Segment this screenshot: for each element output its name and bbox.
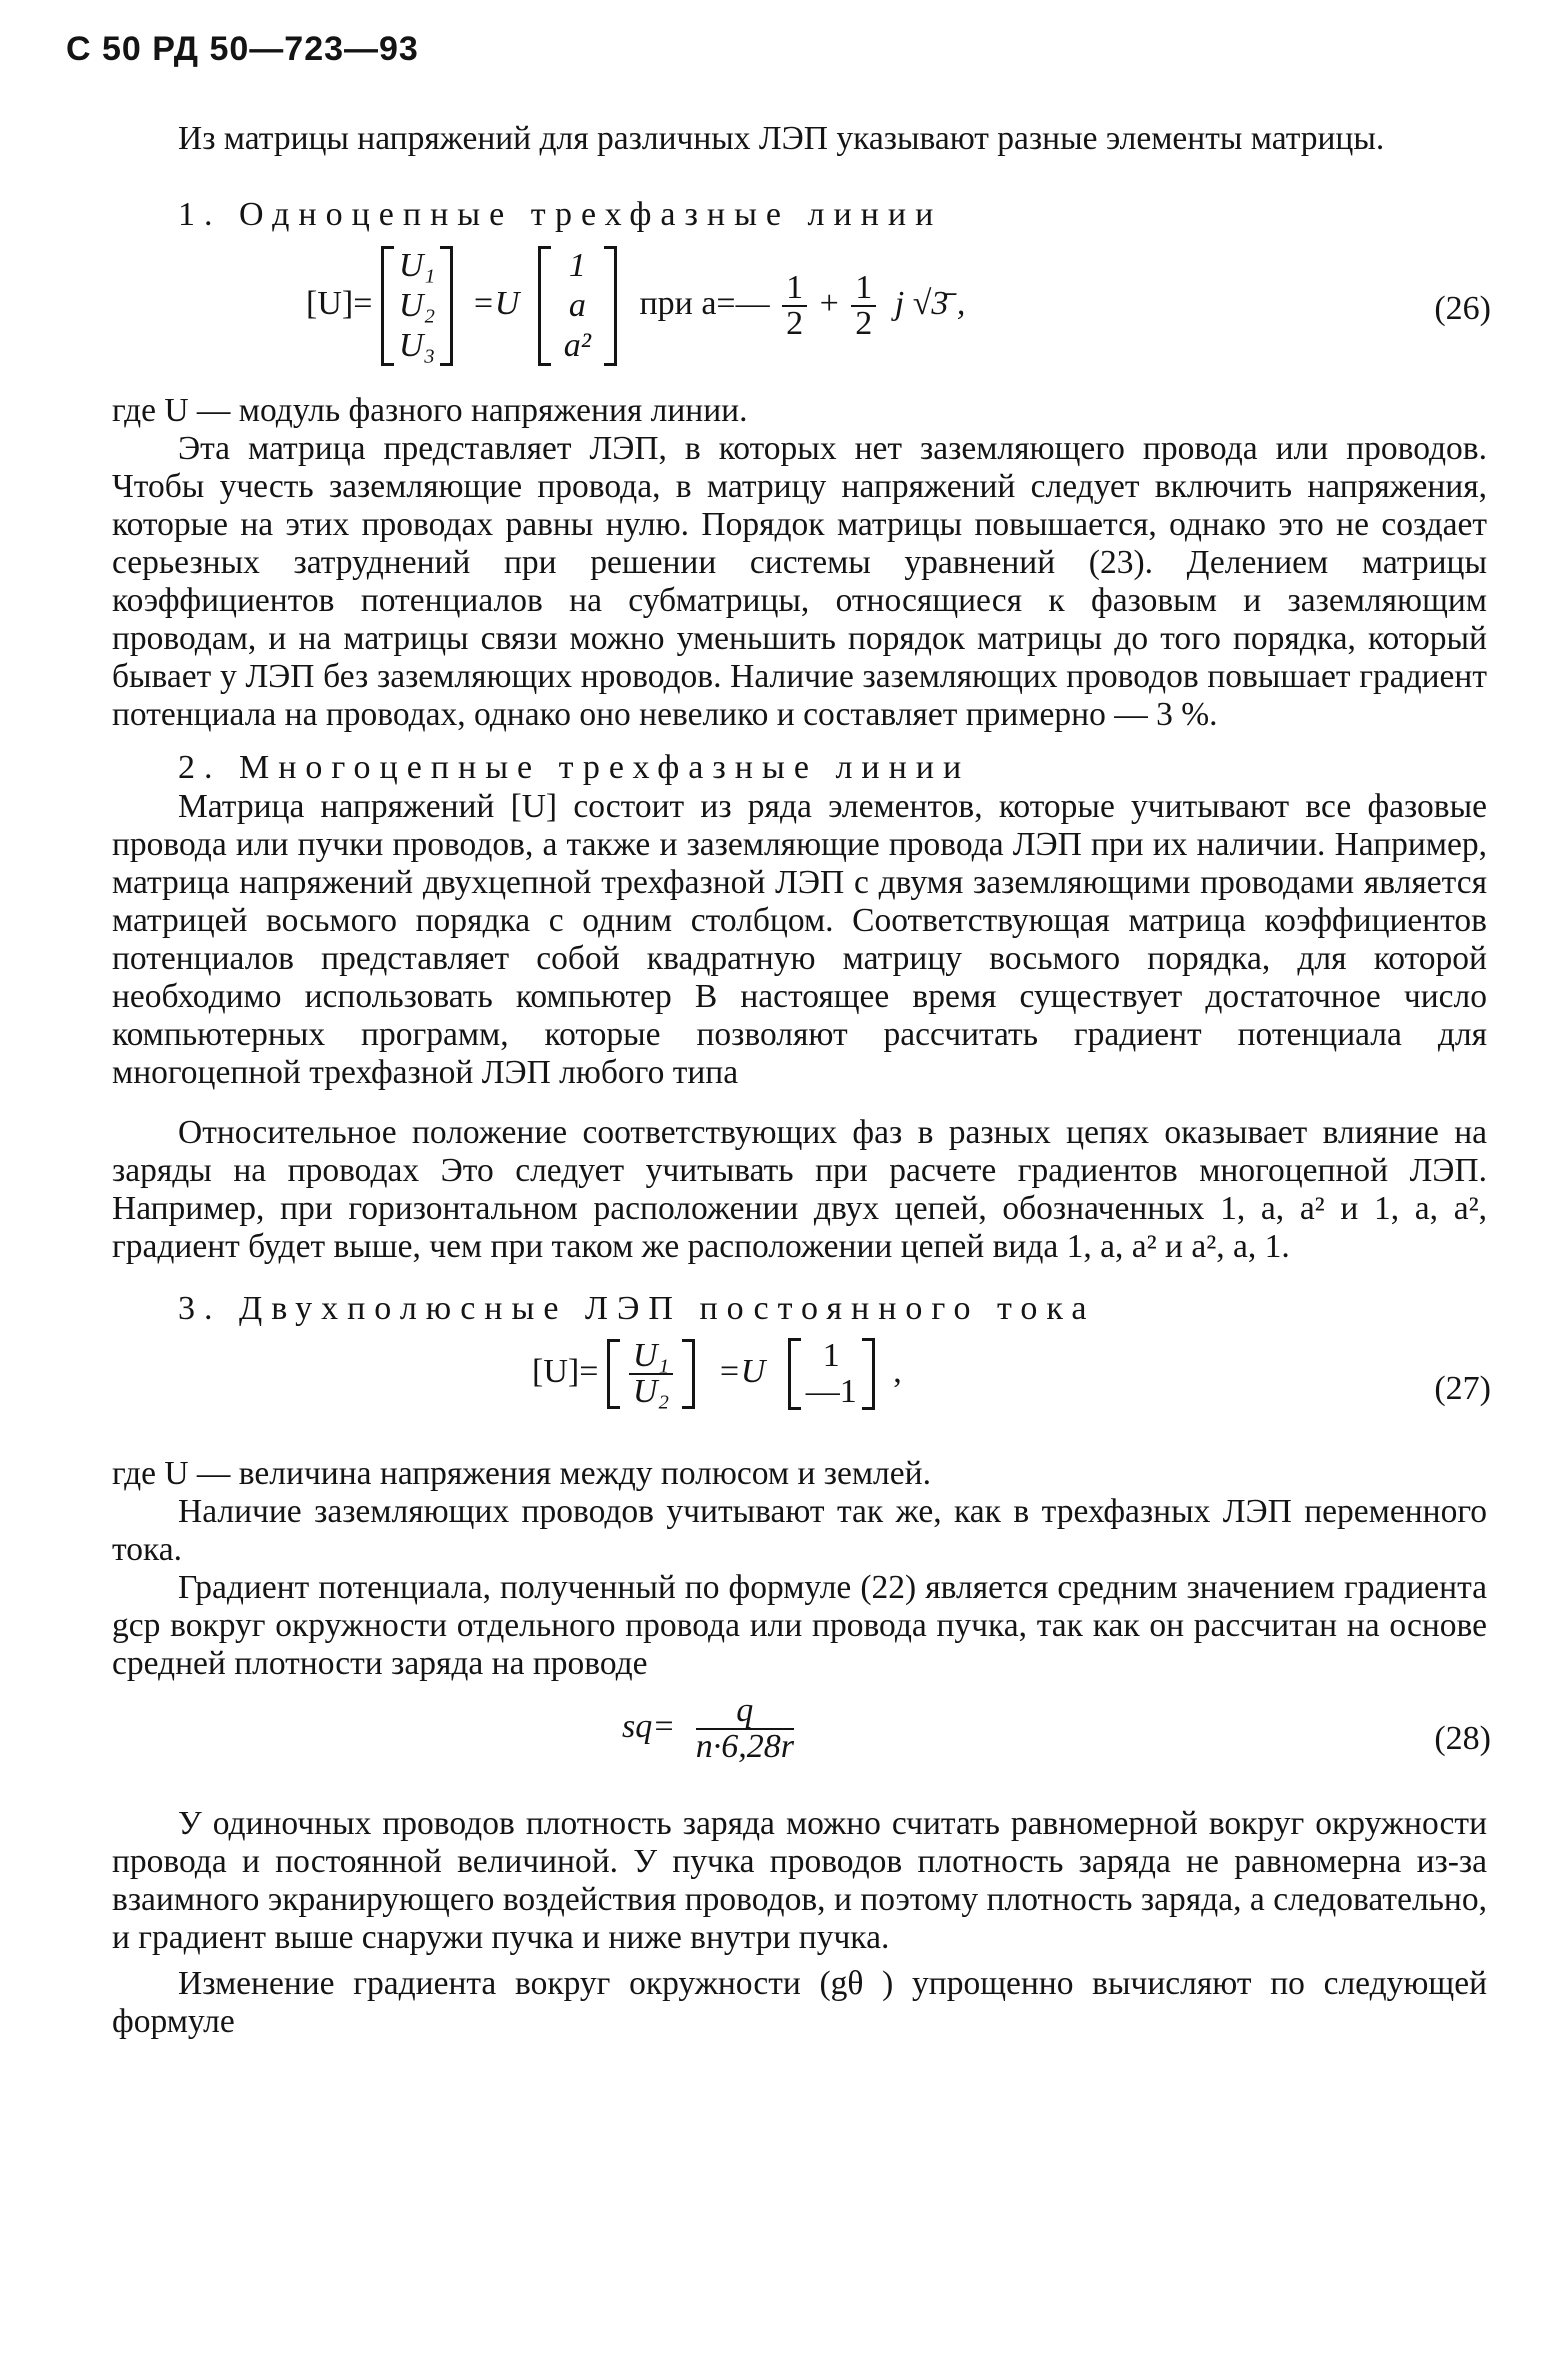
- fraction-half: [851, 271, 876, 341]
- formula-28-denominator: n·6,28r: [695, 1728, 794, 1765]
- paragraph-5: Градиент потенциала, полученный по формуле (22) является средним значением градиента gср вокруг окружности отдельного провода или провода пучка, так как он рассчитан на основе средней плотности заряда на проводе: [112, 1569, 1487, 1682]
- sign-vector-item: 1: [822, 1337, 840, 1374]
- fraction-numerator: 1: [782, 271, 807, 307]
- fraction-numerator: 1: [851, 271, 876, 307]
- page-header: С 50 РД 50—723—93: [66, 30, 419, 68]
- formula-27-bottom: U₂: [632, 1373, 670, 1410]
- formula-27: [532, 1338, 902, 1410]
- sign-vector-item: —1: [805, 1373, 857, 1410]
- formula-26-lhs: [U]=: [306, 284, 373, 322]
- u-vector-item: U₃: [398, 327, 436, 364]
- u-vector-item: U₁: [398, 247, 436, 284]
- paragraph-4: Наличие заземляющих проводов учитывают так же, как в трехфазных ЛЭП переменного тока.: [112, 1493, 1487, 1568]
- formula-26-u-vector: [381, 246, 453, 366]
- fraction-half: [782, 271, 807, 341]
- section-2-heading: 2. Многоцепные трехфазные линии: [178, 749, 971, 786]
- formula-28-numerator: q: [696, 1694, 794, 1730]
- where-1: где U — модуль фазного напряжения линии.: [112, 392, 748, 429]
- formula-28: [622, 1694, 798, 1764]
- u-vector-item: U₂: [398, 287, 436, 324]
- formula-27-sign-vector: [788, 1338, 875, 1410]
- formula-26-condition: при a=—: [639, 284, 770, 322]
- formula-27-tail: ,: [893, 1352, 902, 1390]
- formula-26-number: (26): [1434, 290, 1491, 327]
- formula-27-number: (27): [1434, 1370, 1491, 1407]
- section-3-heading: 3. Двухполюсные ЛЭП постоянного тока: [178, 1290, 1096, 1327]
- formula-28-lhs: sq=: [622, 1707, 676, 1745]
- paragraph-7: Изменение градиента вокруг окружности (gθ ) упрощенно вычисляют по следующей формуле: [112, 1965, 1487, 2040]
- a-vector-item: a²: [563, 327, 591, 364]
- formula-28-fraction: [696, 1694, 794, 1764]
- a-vector-item: a: [568, 287, 586, 324]
- formula-26-eq: =U: [471, 284, 520, 322]
- formula-27-eq: =U: [717, 1352, 766, 1390]
- paragraph-2: Матрица напряжений [U] состоит из ряда элементов, которые учитывают все фазовые провода или пучки проводов, а также и заземляющие провода ЛЭП при их наличии. Например, матрица напряжений двухцепной трехфазной ЛЭП с двумя заземляющими проводами является матрицей восьмого порядка с одним столбцом. Соответствующая матрица коэффициентов потенциалов представляет собой квадратную матрицу восьмого порядка, для которой необходимо использовать компьютер В настоящее время существует достаточное число компьютерных программ, которые позволяют рассчитать градиент потенциала для многоцепной трехфазной ЛЭП любого типа: [112, 788, 1487, 1091]
- where-2: где U — величина напряжения между полюсом и землей.: [112, 1455, 931, 1492]
- paragraph-3: Относительное положение соответствующих фаз в разных цепях оказывает влияние на заряды на проводах Это следует учитывать при расчете градиентов многоцепной ЛЭП. Например, при горизонтальном расположении двух цепей, обозначенных 1, a, a² и 1, a, a², градиент будет выше, чем при таком же расположении цепей вида 1, a, a² и a², a, 1.: [112, 1114, 1487, 1265]
- section-1-heading: 1. Одноцепные трехфазные линии: [178, 196, 943, 233]
- formula-27-top: U₁: [629, 1339, 673, 1375]
- paragraph-6: У одиночных проводов плотность заряда можно считать равномерной вокруг окружности провода и постоянной величиной. У пучка проводов плотность заряда не равномерна из-за взаимного экранирующего воздействия проводов, и поэтому плотность заряда, а следовательно, и градиент выше снаружи пучка и ниже внутри пучка.: [112, 1805, 1487, 1956]
- formula-26-plus: +: [819, 284, 839, 322]
- formula-26-a-vector: [538, 246, 617, 366]
- formula-27-vector: [607, 1339, 695, 1409]
- fraction-denominator: 2: [855, 305, 873, 342]
- a-vector-item: 1: [568, 247, 586, 284]
- paragraph-1: Эта матрица представляет ЛЭП, в которых нет заземляющего провода или проводов. Чтобы учесть заземляющие провода, в матрицу напряжений следует включить напряжения, которые на этих проводах равны нулю. Порядок матрицы повышается, однако это не создает серьезных затруднений при решении системы уравнений (23). Делением матрицы коэффициентов потенциалов на субматрицы, относящиеся к фазовым и заземляющим проводам, и на матрицы связи можно уменьшить порядок матрицы до того порядка, который бывает у ЛЭП без заземляющих нроводов. Наличие заземляющих проводов повышает градиент потенциала на проводах, однако оно невелико и составляет примерно — 3 %.: [112, 430, 1487, 733]
- formula-27-lhs: [U]=: [532, 1352, 599, 1390]
- formula-28-number: (28): [1434, 1720, 1491, 1757]
- formula-26-tail: j √3̄ ,: [894, 284, 966, 322]
- formula-26: [306, 246, 965, 366]
- intro-paragraph: Из матрицы напряжений для различных ЛЭП указывают разные элементы матрицы.: [178, 120, 1385, 157]
- fraction-denominator: 2: [786, 305, 804, 342]
